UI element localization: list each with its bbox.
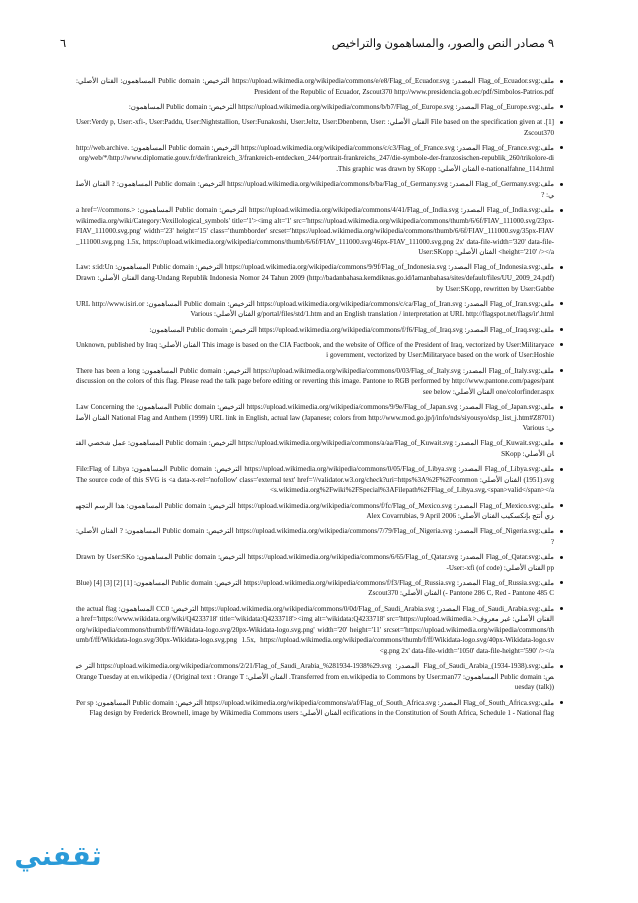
entry-europe: ملف:Flag_of_Europe.svg المصدر: https://upload.wikimedia.org/wikipedia/commons/b/b7/Flag_of_Europe.svg الترخيص: Public domain المساهمون: — [76, 102, 554, 113]
entry-india: ملف:Flag_of_India.svg المصدر: https://upload.wikimedia.org/wikipedia/commons/4/41/Flag_of_India.svg الترخيص: Public domain المساهمون: <a href='//commons.wikimedia.org/wiki/Category:Vexillological_symbols' title='1'><img alt='1' src='https://upload.wikimedia.org/wikipedia/commons/thumb/6/6f/FIAV_111000.svg/23px-FIAV_111000.svg.png' width='23' height='15' class='thumbborder' srcset='https://upload.wikimedia.org/wikipedia/commons/thumb/6/6f/FIAV_111000.svg/35px-FIAV_111000.svg.png 1.5x, https://upload.wikimedia.org/wikipedia/commons/thumb/6/6f/FIAV_111000.svg/46px-FIAV_111000.svg.png 2x' data-file-width='320' data-file-height='210' /></a> الفنان الأصلي: User:SKopp — [76, 205, 555, 257]
entry-japan: ملف:Flag_of_Japan.svg المصدر: https://upload.wikimedia.org/wikipedia/commons/9/9e/Flag_of_Japan.svg الترخيص: Public domain المساهمون: Law Concerning the National Flag and Anthem (1999) URL link in English, actual law (Japanese; colors from http://www.mod.go.jp/j/info/nds/siyousyo/dsp_list_j.htm#Z8701) الفنان الأصلي: Various — [76, 402, 554, 433]
entry-saudi-arabia: ملف:Flag_of_Saudi_Arabia.svg المصدر: https://upload.wikimedia.org/wikipedia/commons/0/0d/Flag_of_Saudi_Arabia.svg الترخيص: CC0 المساهمون: the actual flag الفنان الأصلي: غير معروف<a href='https://www.wikidata.org/wiki/Q4233718' title='wikidata:Q4233718'><img alt='wikidata:Q4233718' src='https://upload.wikimedia.org/wikipedia/commons/thumb/f/ff/Wikidata-logo.svg/20px-Wikidata-logo.svg.png' width='20' height='11' srcset='https://upload.wikimedia.org/wikipedia/commons/thumb/f/ff/Wikidata-logo.svg/30px-Wikidata-logo.svg.png 1.5x, https://upload.wikimedia.org/wikipedia/commons/thumb/f/ff/Wikidata-logo.svg/40px-Wikidata-logo.svg.png 2x' data-file-width='1050' data-file-height='590' /></a> — [76, 604, 554, 655]
entry-saudi-arabia-1934: ملف:Flag_of_Saudi_Arabia_(1934-1938).svg المصدر: https://upload.wikimedia.org/wikipedia/commons/2/21/Flag_of_Saudi_Arabia_%281934-1938%29.svg الترخيص: Public domain المساهمون: Transferred from en.wikipedia to Commons by User:man77. الفنان الأصلي: Orange Tuesday at en.wikipedia / (Original text : Orange Tuesday (talk)) — [76, 662, 554, 692]
entry-russia: ملف:Flag_of_Russia.svg المصدر: https://upload.wikimedia.org/wikipedia/commons/f/f3/Flag_of_Russia.svg الترخيص: Public domain المساهمون: [1] [2] [3] [4] (Blue - Pantone 286 C, Red - Pantone 485 C) الفنان الأصلي: Zscout370 — [76, 578, 555, 598]
entry-south-africa: ملف:Flag_of_South_Africa.svg المصدر: https://upload.wikimedia.org/wikipedia/commons/a/af/Flag_of_South_Africa.svg الترخيص: Public domain المساهمون: Per specifications in the Constitution of South Africa, Schedule 1 - National flag الفنان الأصلي: Flag design by Frederick Brownell, image by Wikimedia Commons users — [76, 698, 554, 718]
entry-mexico: ملف:Flag_of_Mexico.svg المصدر: https://upload.wikimedia.org/wikipedia/commons/f/fc/Flag_of_Mexico.svg الترخيص: Public domain المساهمون: هذا الرسم التجهيزي أنتج بإنكسكيب الفنان الأصلي: Alex Covarrubias, 9 April 2006 — [76, 501, 555, 521]
entry-italy: ملف:Flag_of_Italy.svg المصدر: https://upload.wikimedia.org/wikipedia/commons/0/03/Flag_of_Italy.svg الترخيص: Public domain المساهمون: There has been a long discussion on the colors of this flag. Please read the talk page before editing or reverting this image. Pantone to RGB performed by http://www.pantone.com/pages/pantone/colorfinder.aspx الفنان الأصلي: see below — [76, 366, 554, 396]
entry-ecuador: ملف:Flag_of_Ecuador.svg المصدر: https://upload.wikimedia.org/wikipedia/commons/e/e8/Flag_of_Ecuador.svg الترخيص: Public domain المساهمون: الفنان الأصلي: President of the Republic of Ecuador, Zscout370 http://www.presidencia.gob.ec/pdf/Simbolos-Patrios.pdf — [76, 77, 555, 96]
entry-indonesia: ملف:Flag_of_Indonesia.svg المصدر: https://upload.wikimedia.org/wikipedia/commons/9/9f/Flag_of_Indonesia.svg الترخيص: Public domain المساهمون: Law: s:id:Undang-Undang Republik Indonesia Nomor 24 Tahun 2009 (http://badanbahasa.kemdiknas.go.id/lamanbahasa/sites/default/files/UU_2009_24.pdf) الفنان الأصلي: Drawn by User:SKopp, rewritten by User:Gabbe — [76, 263, 555, 293]
entry-france: ملف:Flag_of_France.svg المصدر: https://upload.wikimedia.org/wikipedia/commons/c/c3/Flag_of_France.svg الترخيص: Public domain المساهمون: http://web.archive.org/web/*/http://www.diplomatie.gouv.fr/de/frankreich_3/frankreich-entdecken_244/portrait-frankreichs_247/die-symbole-der-franzosischen-republik_260/trikolore-die-nationalfahne_114.html الفنان الأصلي: This graphic was drawn by SKopp. — [76, 143, 554, 173]
entry-nigeria: ملف:Flag_of_Nigeria.svg المصدر: https://upload.wikimedia.org/wikipedia/commons/7/79/Flag_of_Nigeria.svg الترخيص: Public domain المساهمون: ? الفنان الأصلي: ? — [76, 527, 554, 546]
entry-iraq: ملف:Flag_of_Iraq.svg المصدر: https://upload.wikimedia.org/wikipedia/commons/f/f6/Flag_of_Iraq.svg الترخيص: Public domain المساهمون: — [76, 325, 554, 336]
page-header — [60, 36, 554, 50]
entry-europe-continued: [1]. File based on the specification given at الفنان الأصلي: User:Verdy p, User:-xfi-, User:Paddu, User:Nightstallion, User:Funakoshi, User:Jeltz, User:Dbenbenn, User:Zscout370 — [76, 117, 554, 137]
entry-kuwait: ملف:Flag_of_Kuwait.svg المصدر: https://upload.wikimedia.org/wikipedia/commons/a/aa/Flag_of_Kuwait.svg الترخيص: Public domain المساهمون: عمل شخصي الفنان الأصلي: SKopp — [76, 439, 554, 458]
attribution-list — [76, 76, 554, 723]
entry-iraq-continued: This image is based on the CIA Factbook, and the website of Office of the President of Iraq, vectorized by User:Militaryace الفنان الأصلي: Unknown, published by Iraqi government, vectorized by User:Militaryace based on the work of User:Hoshie — [76, 340, 554, 360]
entry-germany: ملف:Flag_of_Germany.svg المصدر: https://upload.wikimedia.org/wikipedia/commons/b/ba/Flag_of_Germany.svg الترخيص: Public domain المساهمون: ? الفنان الأصلي: ? — [76, 180, 554, 199]
page-number: ٦ — [60, 38, 67, 50]
entry-libya: ملف:Flag_of_Libya.svg المصدر: https://upload.wikimedia.org/wikipedia/commons/0/05/Flag_of_Libya.svg الترخيص: Public domain المساهمون: File:Flag of Libya (1951).svg الفنان الأصلي: The source code of this SVG is <a data-x-rel='nofollow' class='external text' href='//validator.w3.org/check?uri=https%3A%2F%2Fcommons.wikimedia.org%2Fwiki%2FSpecial%3AFilepath%2FFlag_of_Libya.svg,<span>valid</span></a> — [76, 465, 554, 495]
site-logo: ثقفني — [14, 841, 102, 872]
entry-iran: ملف:Flag_of_Iran.svg المصدر: https://upload.wikimedia.org/wikipedia/commons/c/ca/Flag_of_Iran.svg الترخيص: Public domain المساهمون: URL http://www.isiri.org/portal/files/std/1.htm and an English translation / interpretation at URL http://flagspot.net/flags/ir'.html الفنان الأصلي: Various — [76, 299, 555, 319]
header-title: ٩ مصادر النص والصور، والمساهمون والتراخيص — [331, 38, 554, 50]
entry-qatar: ملف:Flag_of_Qatar.svg المصدر: https://upload.wikimedia.org/wikipedia/commons/6/65/Flag_of_Qatar.svg الترخيص: Public domain المساهمون: Drawn by User:SKopp الفنان الأصلي: (of code) User:-xfi- — [76, 553, 554, 572]
